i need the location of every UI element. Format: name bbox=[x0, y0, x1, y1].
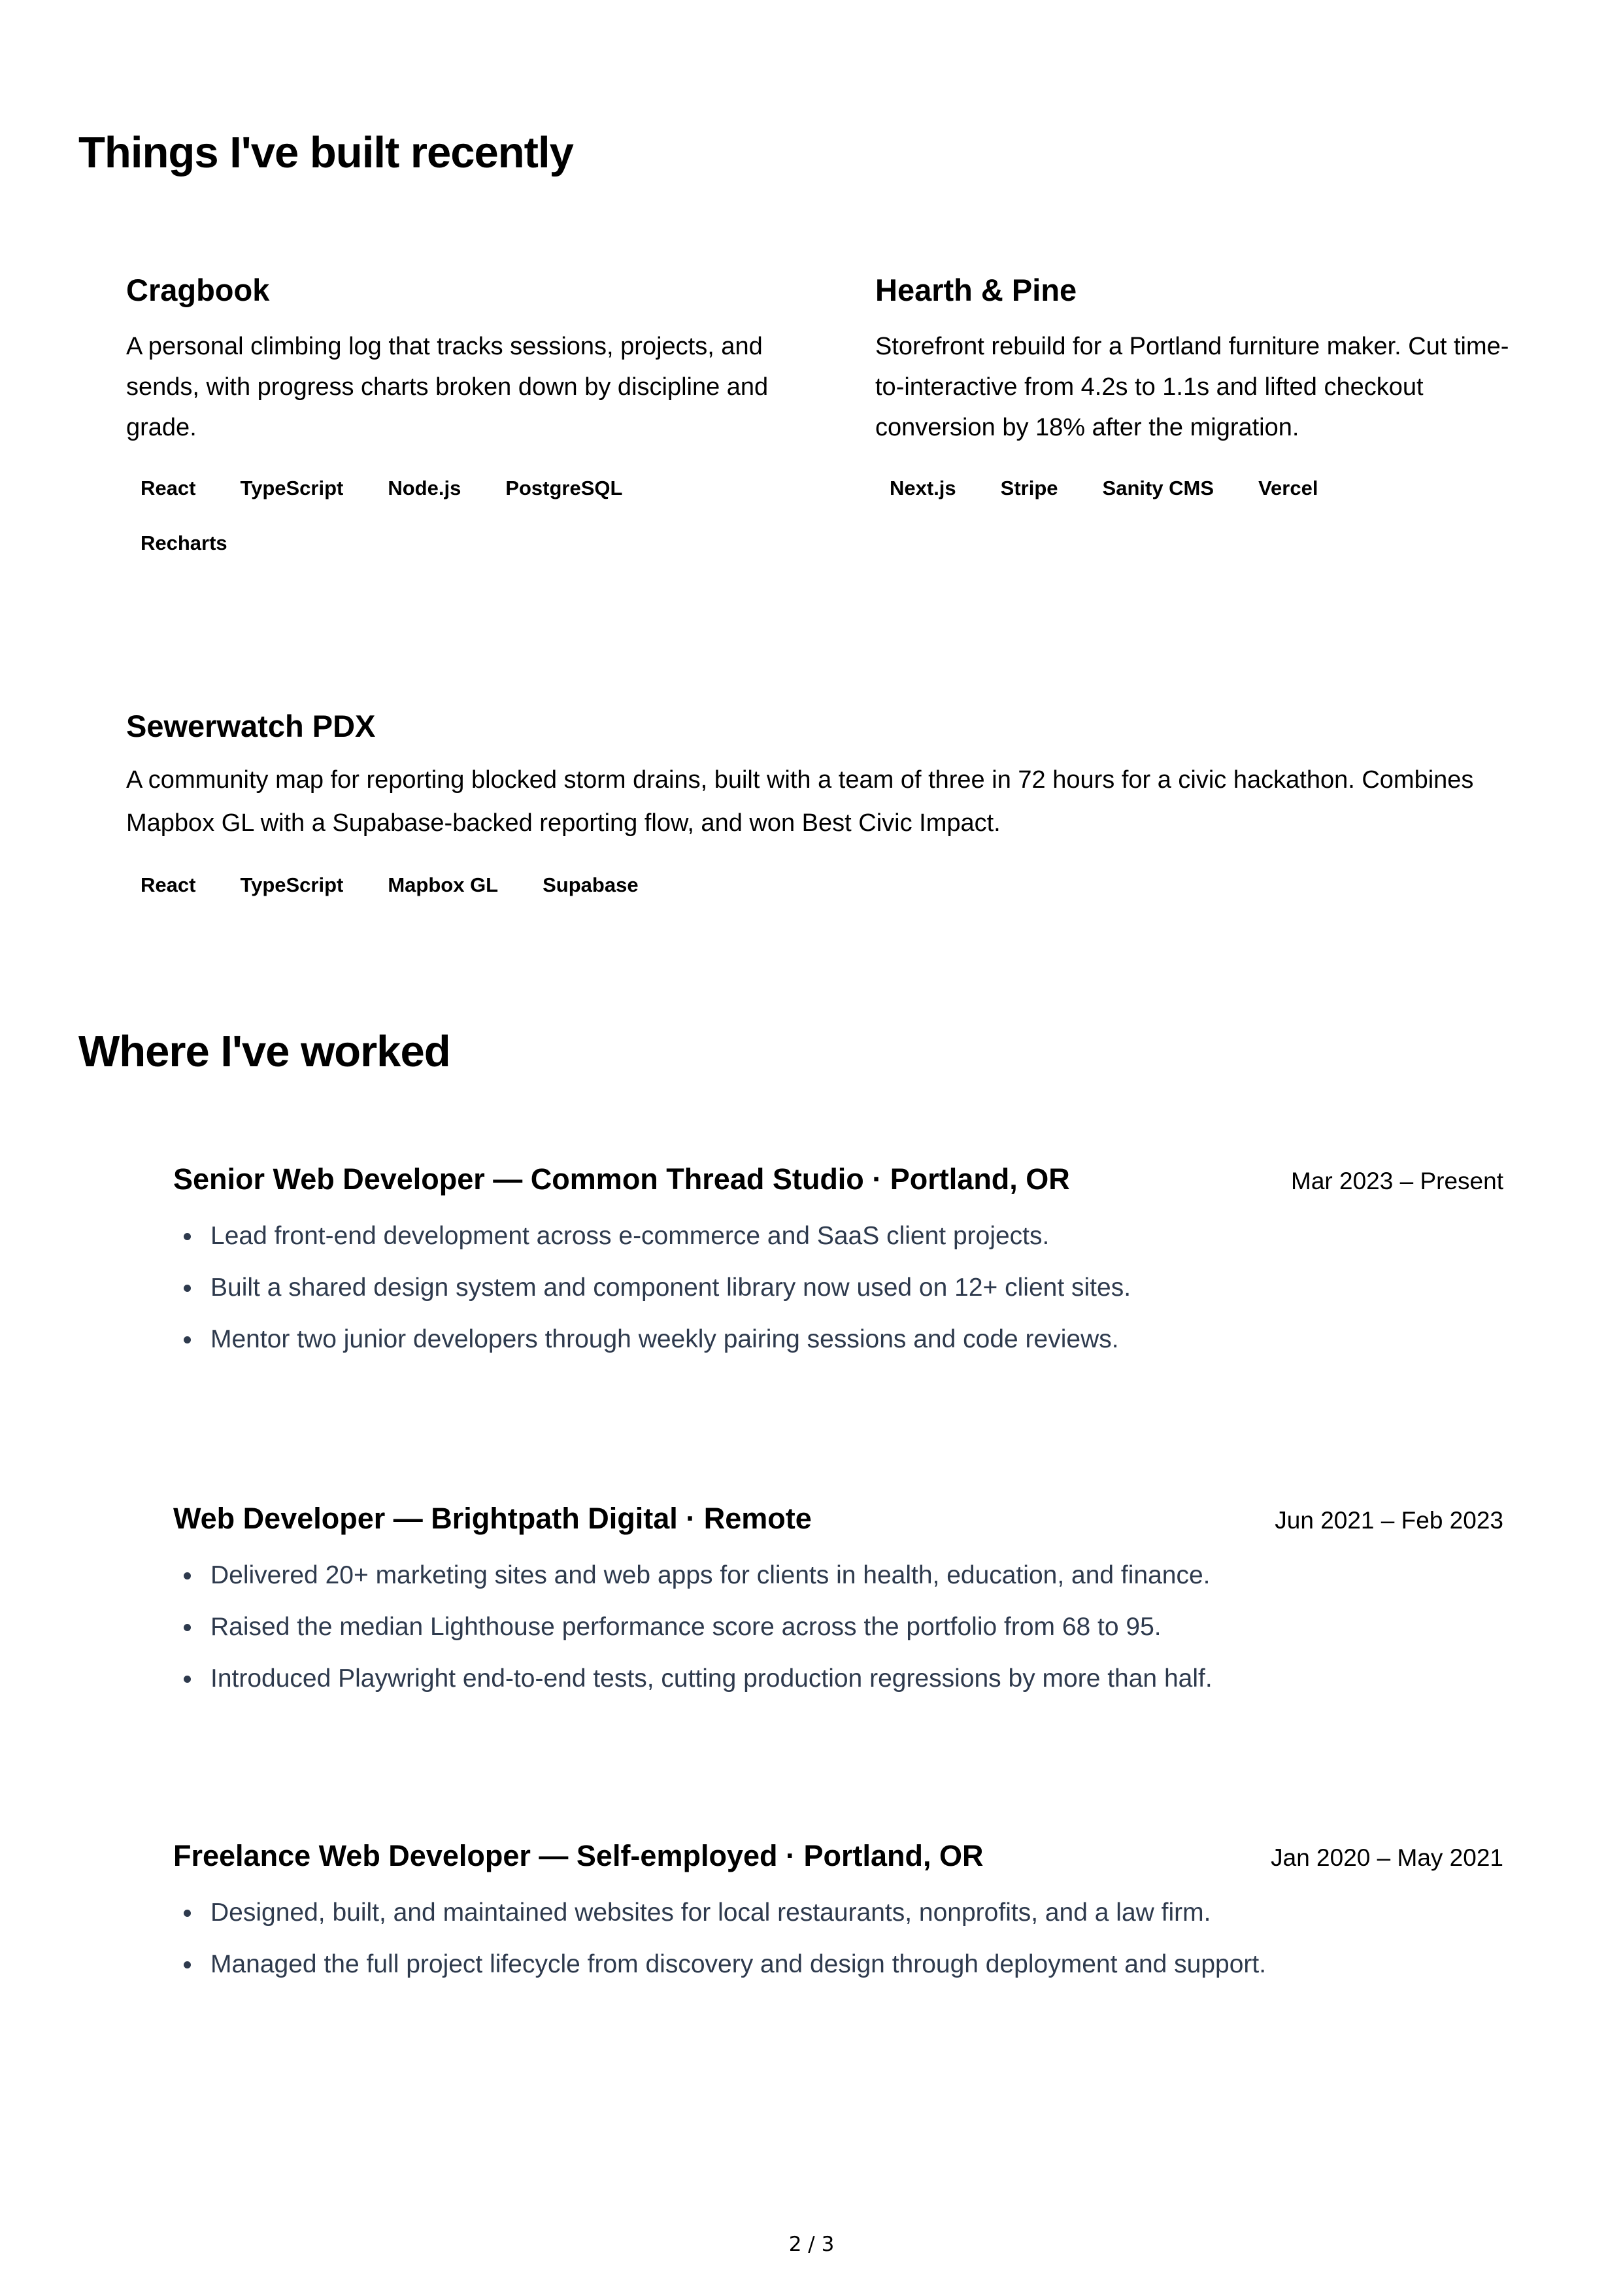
bullet-icon bbox=[184, 1624, 191, 1631]
project-description: A personal climbing log that tracks sessions, projects, and sends, with progress charts broken down by discipline and grade. bbox=[126, 333, 769, 441]
tech-tag: Stripe bbox=[1000, 477, 1058, 499]
job-entry bbox=[173, 1839, 1503, 1996]
page-number: 2 / 3 bbox=[788, 2233, 835, 2256]
bullet-icon bbox=[184, 1676, 191, 1683]
bullet-text: Introduced Playwright end-to-end tests, cutting production regressions by more than half. bbox=[210, 1664, 1213, 1693]
job-entry bbox=[173, 1502, 1503, 1710]
project-description: A community map for reporting blocked storm drains, built with a team of three in 72 hours for a civic hackathon. Combines Mapbox GL with a Supabase-backed reporting flow, and won Best Civic Impact. bbox=[126, 766, 1474, 837]
bullet-text: Mentor two junior developers through weekly pairing sessions and code reviews. bbox=[210, 1325, 1119, 1353]
job-bullets bbox=[173, 1893, 1503, 1996]
list-item bbox=[173, 1555, 1503, 1607]
tech-tag: Next.js bbox=[890, 477, 956, 499]
tech-tag: Vercel bbox=[1258, 477, 1318, 499]
job-dates: Jan 2020 – May 2021 bbox=[1271, 1844, 1503, 1871]
project-tags bbox=[874, 461, 1516, 516]
tech-tag: PostgreSQL bbox=[505, 477, 623, 499]
job-title: Web Developer — Brightpath Digital · Remote bbox=[173, 1502, 812, 1535]
project-description: Storefront rebuild for a Portland furniture maker. Cut time-to-interactive from 4.2s to 1.1s and lifted checkout conversion by 18% after the migration. bbox=[875, 333, 1509, 441]
project-title: Hearth & Pine bbox=[875, 273, 1077, 307]
list-item bbox=[173, 1659, 1503, 1710]
job-bullets bbox=[173, 1216, 1503, 1371]
project-card bbox=[875, 275, 1516, 516]
bullet-text: Managed the full project lifecycle from discovery and design through deployment and support. bbox=[210, 1950, 1267, 1978]
bullet-text: Built a shared design system and component library now used on 12+ client sites. bbox=[210, 1274, 1131, 1302]
tech-tag: React bbox=[141, 873, 196, 896]
list-item bbox=[173, 1944, 1503, 1996]
tech-tag: TypeScript bbox=[240, 477, 344, 499]
project-card bbox=[126, 711, 1518, 913]
tech-tag: React bbox=[141, 477, 196, 499]
project-tags bbox=[125, 858, 1518, 913]
project-title: Sewerwatch PDX bbox=[126, 709, 376, 743]
projects-heading: Things I've built recently bbox=[78, 128, 573, 177]
list-item bbox=[173, 1607, 1503, 1659]
tech-tag: Node.js bbox=[388, 477, 461, 499]
bullet-text: Designed, built, and maintained websites for local restaurants, nonprofits, and a law firm. bbox=[210, 1899, 1211, 1927]
list-item bbox=[173, 1216, 1503, 1268]
bullet-text: Raised the median Lighthouse performance score across the portfolio from 68 to 95. bbox=[210, 1613, 1162, 1641]
tech-tag: TypeScript bbox=[240, 873, 344, 896]
project-tags bbox=[125, 461, 780, 571]
job-title: Senior Web Developer — Common Thread Studio · Portland, OR bbox=[173, 1162, 1070, 1196]
tech-tag: Mapbox GL bbox=[388, 873, 499, 896]
job-dates: Mar 2023 – Present bbox=[1291, 1168, 1503, 1194]
bullet-icon bbox=[184, 1910, 191, 1917]
bullet-icon bbox=[184, 1336, 191, 1343]
bullet-icon bbox=[184, 1961, 191, 1968]
job-entry bbox=[173, 1162, 1503, 1371]
job-title: Freelance Web Developer — Self-employed · Portland, OR bbox=[173, 1839, 984, 1872]
bullet-icon bbox=[184, 1572, 191, 1579]
bullet-text: Delivered 20+ marketing sites and web apps for clients in health, education, and finance. bbox=[210, 1561, 1211, 1589]
project-card bbox=[126, 275, 780, 571]
list-item bbox=[173, 1893, 1503, 1944]
tech-tag: Supabase bbox=[543, 873, 639, 896]
list-item bbox=[173, 1268, 1503, 1319]
project-title: Cragbook bbox=[126, 273, 270, 307]
bullet-icon bbox=[184, 1233, 191, 1240]
tech-tag: Sanity CMS bbox=[1102, 477, 1214, 499]
list-item bbox=[173, 1319, 1503, 1371]
tech-tag: Recharts bbox=[141, 532, 227, 554]
job-dates: Jun 2021 – Feb 2023 bbox=[1275, 1507, 1503, 1534]
work-heading: Where I've worked bbox=[78, 1027, 450, 1076]
bullet-text: Lead front-end development across e-commerce and SaaS client projects. bbox=[210, 1222, 1050, 1250]
bullet-icon bbox=[184, 1285, 191, 1292]
job-bullets bbox=[173, 1555, 1503, 1710]
